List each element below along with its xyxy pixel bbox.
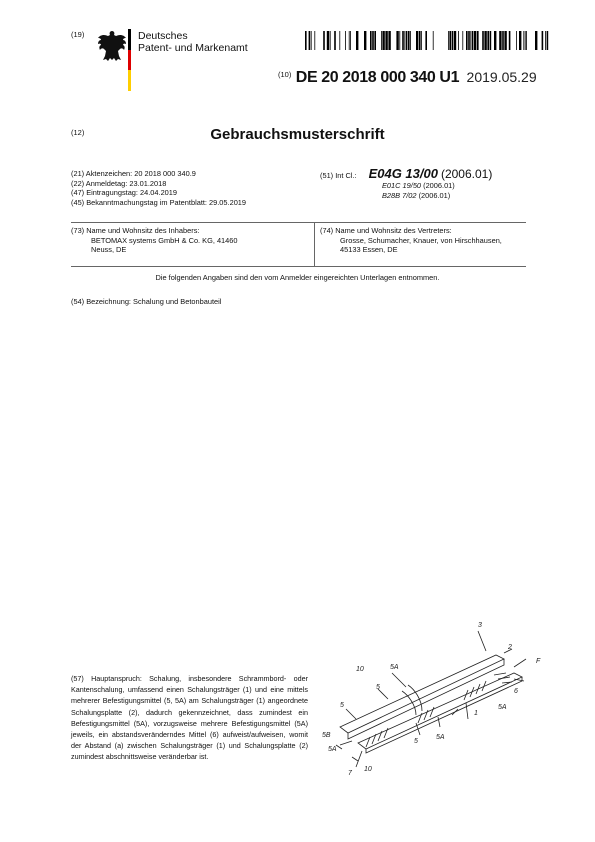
patent-office-name	[138, 30, 248, 54]
barcode-bar	[425, 31, 427, 50]
ipc-main-edition: (2006.01)	[440, 167, 493, 181]
barcode-bar	[305, 31, 307, 50]
publication-line	[278, 69, 537, 87]
barcode-bar	[421, 31, 422, 50]
drawing-label: 5B	[322, 732, 331, 739]
holder-city: Neuss, DE	[91, 245, 127, 255]
holder-name: BETOMAX systems GmbH & Co. KG, 41460	[91, 235, 238, 245]
ipc-secondary-row	[382, 181, 530, 191]
ipc-main-code: E04G 13/00	[368, 166, 438, 181]
drawing-label: 10	[356, 666, 364, 673]
barcode-bar	[472, 31, 474, 50]
barcode-bar	[454, 31, 456, 50]
barcode-bar	[388, 31, 390, 50]
barcode-bar	[382, 31, 384, 50]
barcode-bar	[314, 31, 315, 50]
barcode-bar	[509, 31, 511, 50]
drawing-label: F	[536, 658, 541, 665]
barcode-bar	[494, 31, 496, 50]
ipc-secondary-code: B28B 7/02	[382, 190, 417, 200]
barcode-bar	[484, 31, 486, 50]
divider-top	[71, 222, 526, 223]
drawing-label: 5A	[436, 734, 445, 741]
barcode	[305, 31, 551, 50]
barcode-bar	[399, 31, 400, 50]
office-line-1: Deutsches	[138, 30, 188, 42]
barcode-bar	[339, 31, 340, 50]
barcode-bar	[385, 31, 387, 50]
barcode-bar	[474, 31, 476, 50]
barcode-bar	[535, 31, 537, 50]
drawing-label: 10	[364, 766, 372, 773]
drawing-label: 5A	[498, 704, 507, 711]
inid-code-10: (10)	[278, 70, 292, 79]
barcode-bar	[349, 31, 350, 50]
barcode-bar	[466, 31, 468, 50]
application-number: (21) Aktenzeichen: 20 2018 000 340.9	[71, 169, 196, 178]
barcode-bar	[419, 31, 421, 50]
drawing-label: 5	[376, 684, 380, 691]
barcode-bar	[519, 31, 521, 50]
barcode-bar	[487, 31, 489, 50]
registration-date: (47) Eintragungstag: 24.04.2019	[71, 188, 178, 198]
drawing-label: 3	[478, 622, 482, 629]
representative-name: Grosse, Schumacher, Knauer, von Hirschhausen,	[340, 235, 502, 245]
ipc-secondary-code: E01C 19/50	[382, 180, 422, 190]
barcode-bar	[448, 31, 449, 50]
barcode-bar	[547, 31, 549, 50]
barcode-bar	[334, 31, 336, 50]
divider-vertical	[314, 222, 315, 266]
filing-data	[71, 169, 311, 207]
barcode-bar	[499, 31, 501, 50]
barcode-bar	[345, 31, 346, 50]
publication-number: DE 20 2018 000 340 U1	[295, 69, 460, 86]
barcode-bar	[381, 31, 382, 50]
barcode-bar	[470, 31, 471, 50]
barcode-bar	[545, 31, 546, 50]
barcode-bar	[408, 31, 410, 50]
drawing-label: 2	[508, 644, 512, 651]
german-flag-stripe	[128, 29, 131, 91]
barcode-bar	[462, 31, 463, 50]
drawing-label: 5A	[328, 746, 337, 753]
barcode-bar	[482, 31, 484, 50]
drawing-label: 5A	[390, 664, 399, 671]
holder-label: (73) Name und Wohnsitz des Inhabers:	[71, 226, 200, 235]
barcode-bar	[370, 31, 372, 50]
barcode-bar	[372, 31, 374, 50]
barcode-bar	[364, 31, 366, 50]
holder-block	[71, 226, 311, 255]
ipc-secondary-row	[382, 191, 530, 201]
barcode-bar	[356, 31, 358, 50]
ipc-secondary-edition: (2006.01)	[423, 180, 455, 190]
publication-date: 2019.05.29	[466, 69, 537, 85]
barcode-bar	[406, 31, 408, 50]
inid-code-19: (19)	[71, 30, 85, 39]
filing-date: (22) Anmeldetag: 23.01.2018	[71, 178, 167, 188]
ipc-label: (51) Int Cl.:	[320, 171, 357, 180]
barcode-bar	[490, 31, 492, 50]
barcode-bar	[468, 31, 470, 50]
drawing-label: 7	[348, 770, 352, 777]
barcode-bar	[416, 31, 418, 50]
representative-block	[320, 226, 530, 255]
ipc-classification	[320, 166, 530, 201]
drawing-label: 6	[514, 688, 518, 695]
barcode-bar	[502, 31, 504, 50]
barcode-bar	[458, 31, 459, 50]
barcode-bar	[311, 31, 312, 50]
drawing-label: 5	[414, 738, 418, 745]
barcode-bar	[410, 31, 411, 50]
barcode-bar	[350, 31, 351, 50]
barcode-bar	[323, 31, 325, 50]
divider-bottom	[71, 266, 526, 267]
barcode-bar	[526, 31, 527, 50]
barcode-bar	[402, 31, 404, 50]
flag-stripe-red	[128, 50, 131, 71]
representative-city: 45133 Essen, DE	[340, 245, 398, 255]
announcement-date: (45) Bekanntmachungstag im Patentblatt: 29.05.2019	[71, 197, 247, 207]
representative-label: (74) Name und Wohnsitz des Vertreters:	[320, 226, 452, 235]
main-claim-abstract: (57) Hauptanspruch: Schalung, insbesondere Schrammbord- oder Kantenschalung, umfassend einen Schalungsträger (1) und eine mittels mehrerer Befestigungsmittel (5, 5A) am Schalungsträger (1) angeordnete Schalungsplatte (2), dadurch gekennzeichnet, dass zumindest ein Befestigungsmittel (5A), vorzugsweise mehrere Befestigungsmittel (5A) jeweils, ein abstandsveränderndes Mittel (6) aufweist/aufweisen, womit der Abstand (a) zwischen Schalungsträger (1) und Schalungsplatte (2) zumindest abschnittsweise veränderbar ist.	[71, 674, 308, 762]
document-type-heading: Gebrauchsmusterschrift	[210, 126, 385, 143]
barcode-bar	[327, 31, 329, 50]
flag-stripe-black	[128, 29, 131, 50]
federal-eagle-logo	[97, 29, 127, 63]
barcode-bar	[449, 31, 451, 50]
flag-stripe-gold	[128, 70, 131, 91]
barcode-bar	[433, 31, 434, 50]
barcode-bar	[330, 31, 331, 50]
barcode-bar	[523, 31, 524, 50]
inid-code-12: (12)	[71, 128, 85, 137]
drawing-lines	[336, 631, 526, 767]
barcode-bar	[477, 31, 479, 50]
barcode-bar	[516, 31, 517, 50]
office-line-2: Patent- und Markenamt	[138, 42, 248, 54]
barcode-bar	[525, 31, 526, 50]
invention-title: (54) Bezeichnung: Schalung und Betonbauteil	[71, 297, 222, 306]
barcode-bar	[396, 31, 398, 50]
barcode-bar	[404, 31, 405, 50]
barcode-bar	[374, 31, 376, 50]
barcode-bar	[309, 31, 311, 50]
drawing-label: 5	[340, 702, 344, 709]
barcode-bar	[452, 31, 454, 50]
formwork-drawing	[318, 615, 550, 785]
drawing-label: 1	[474, 710, 478, 717]
applicant-notice: Die folgenden Angaben sind den vom Anmelder eingereichten Unterlagen entnommen.	[155, 273, 440, 282]
ipc-secondary-edition: (2006.01)	[418, 190, 451, 200]
barcode-bar	[542, 31, 544, 50]
barcode-bar	[504, 31, 506, 50]
